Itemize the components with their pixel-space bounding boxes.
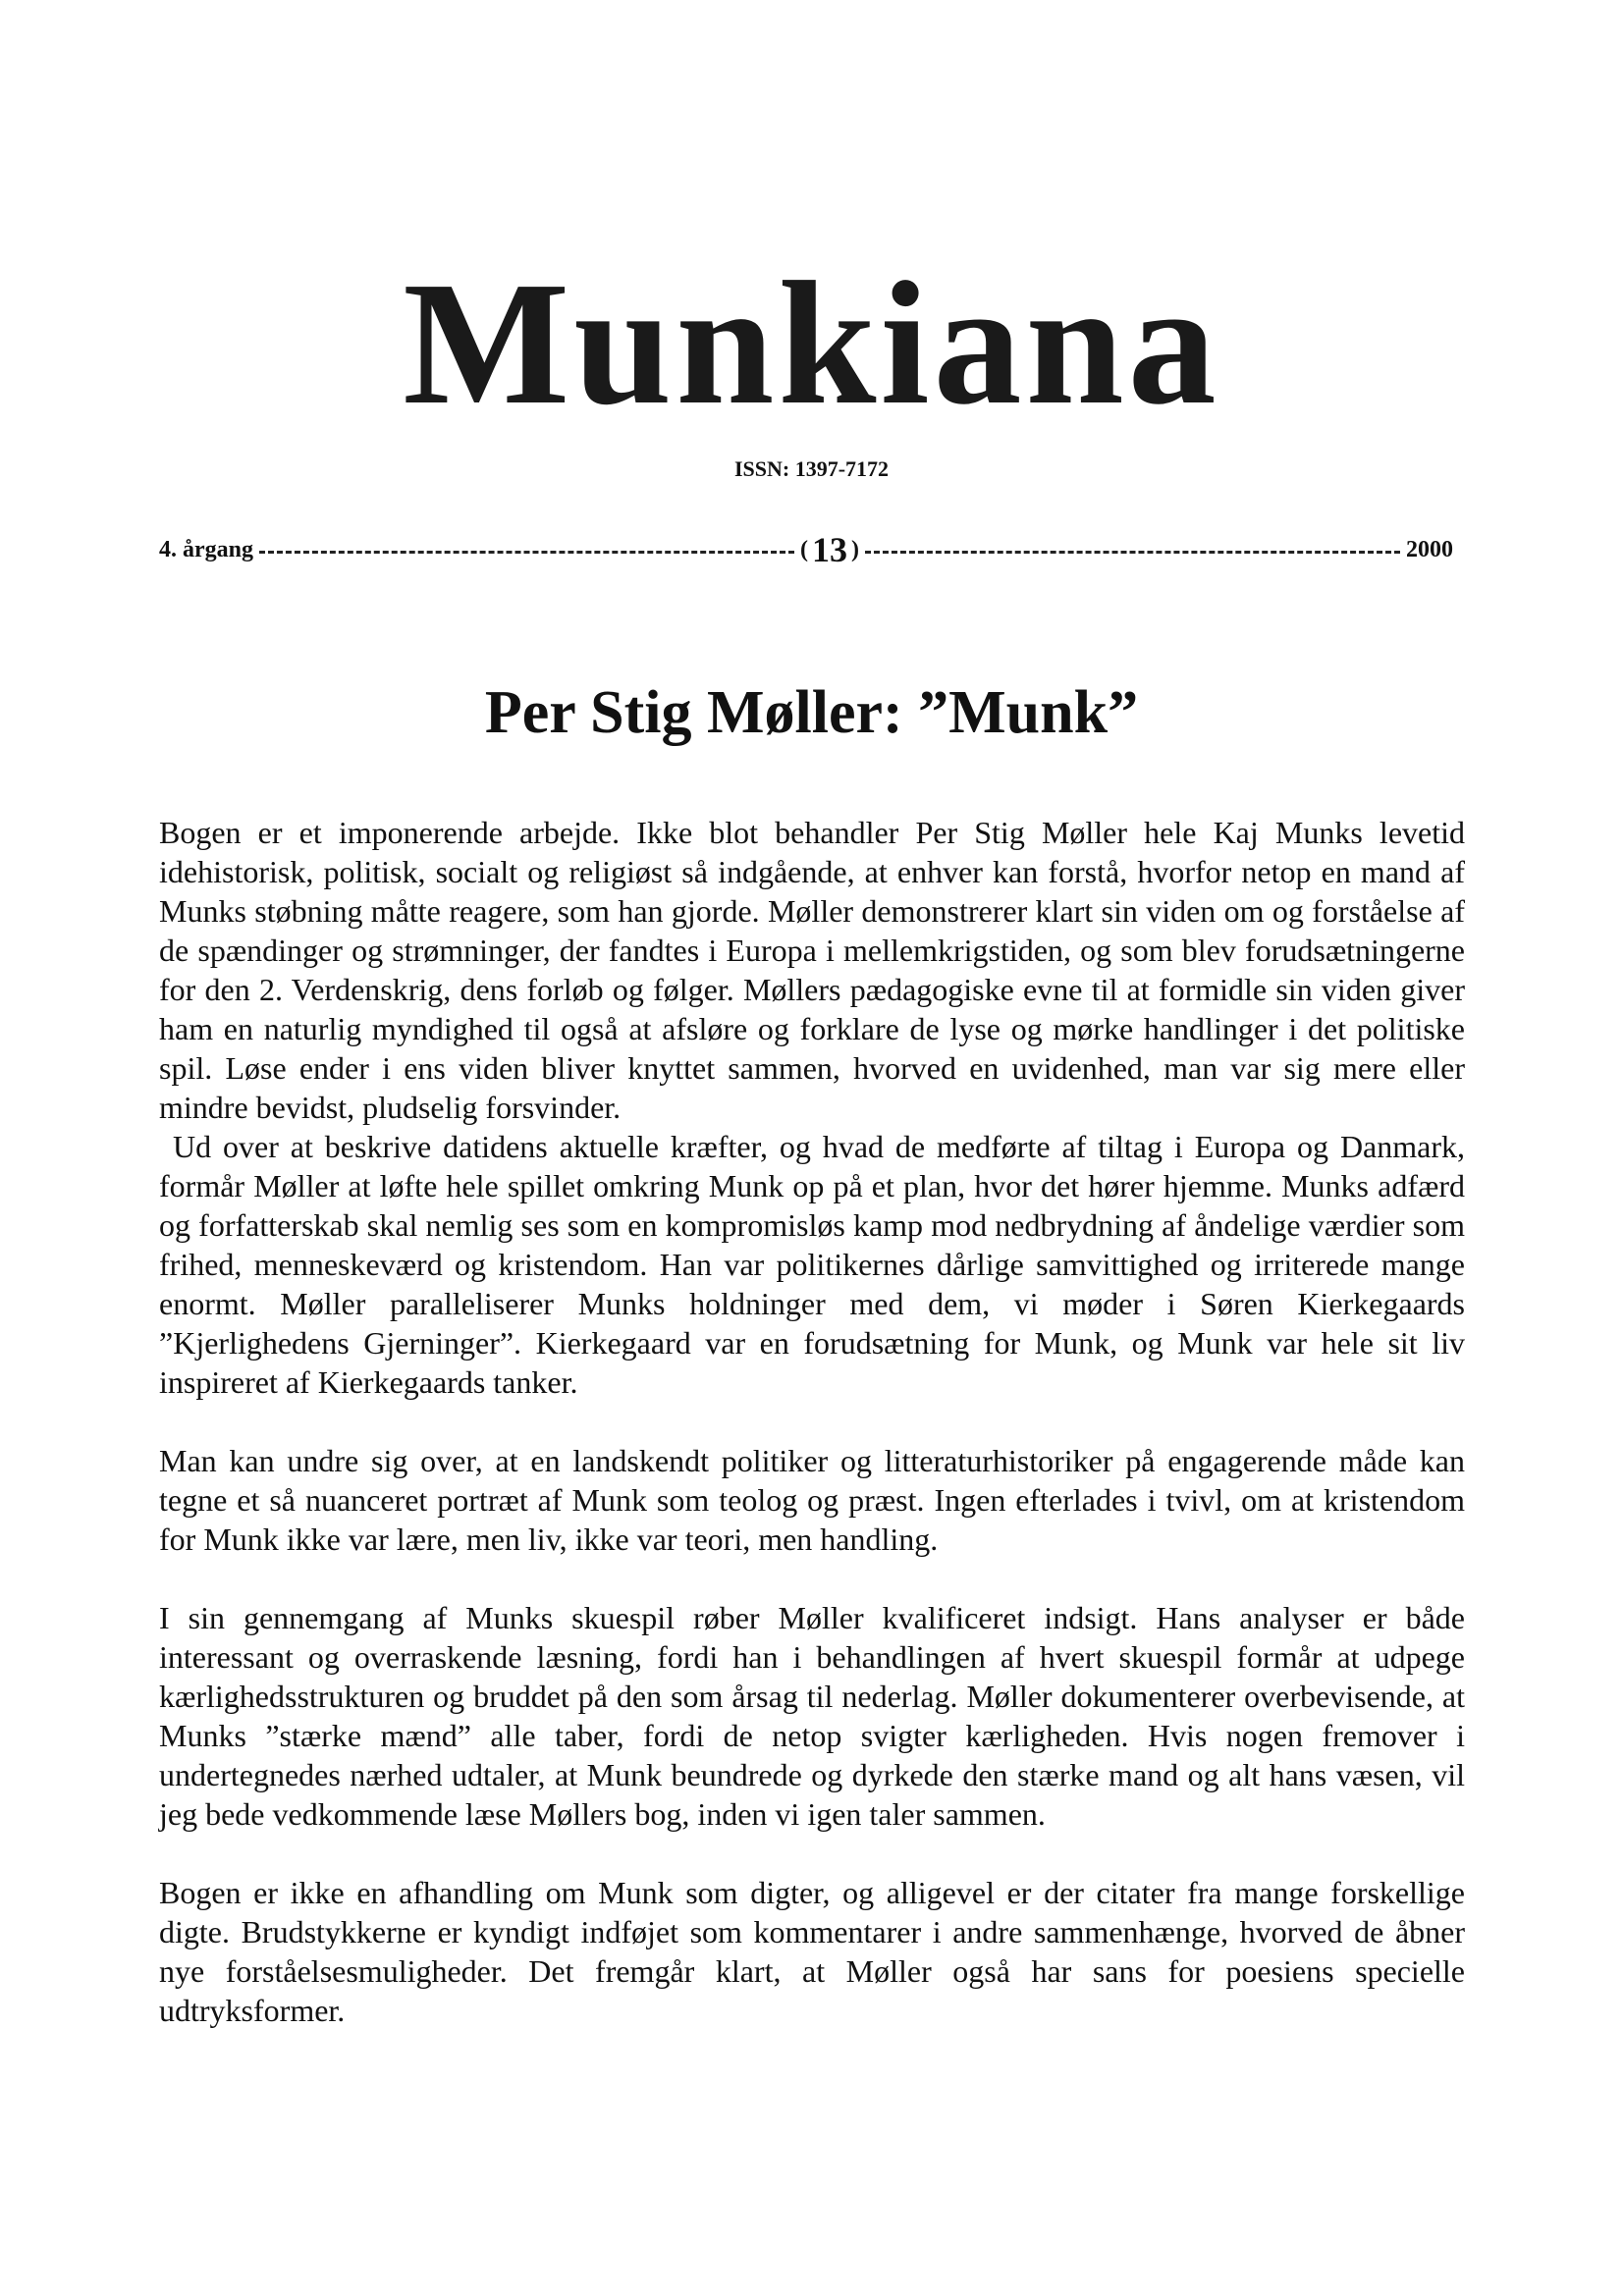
issue-number: 13 <box>812 530 847 569</box>
article-body <box>159 813 1465 2030</box>
paragraph: Bogen er et imponerende arbejde. Ikke blot behandler Per Stig Møller hele Kaj Munks levetid idehistorisk, politisk, socialt og religiøst så indgående, at enhver kan forstå, hvorfor netop en mand af Munks støbning måtte reagere, som han gjorde. Møller demonstrerer klart sin viden om og forståelse af de spændinger og strømninger, der fandtes i Europa i mellemkrigstiden, og som blev forudsætningerne for den 2. Verdenskrig, dens forløb og følger. Møllers pædagogiske evne til at formidle sin viden giver ham en naturlig myndighed til også at afsløre og forklare de lyse og mørke handlinger i det politiske spil. Løse ender i ens viden bliver knyttet sammen, hvorved en uvidenhed, man var sig mere eller mindre bevidst, pludselig forsvinder. <box>159 815 1465 1125</box>
issue-number-open: ( <box>800 536 808 562</box>
issn-label: ISSN: 1397-7172 <box>733 456 890 481</box>
paragraph: Bogen er ikke en afhandling om Munk som digter, og alligevel er der citater fra mange forskellige digte. Brudstykkerne er kyndigt indføjet som kommentarer i andre sammenhænge, hvorved de åbner nye forståelsesmuligheder. Det fremgår klart, at Møller også har sans for poesiens specielle udtryksformer. <box>159 1875 1465 2028</box>
volume-label: 4. årgang <box>159 536 253 562</box>
issue-line <box>159 525 1453 574</box>
year-label: 2000 <box>1406 536 1453 562</box>
paragraph: Ud over at beskrive datidens aktuelle kræfter, og hvad de medførte af tiltag i Europa og Danmark, formår Møller at løfte hele spillet omkring Munk op på et plan, hvor det hører hjemme. Munks adfærd og forfatterskab skal nemlig ses som en kompromisløs kamp mod nedbrydning af åndelige værdier som frihed, menneskeværd og kristendom. Han var politikernes dårlige samvittighed og irriterede mange enormt. Møller paralleliserer Munks holdninger med dem, vi møder i Søren Kierkegaards ”Kjerlighedens Gjerninger”. Kierkegaard var en forudsætning for Munk, og Munk var hele sit liv inspireret af Kierkegaards tanker. <box>159 1129 1465 1400</box>
dashed-rule-left <box>259 551 794 554</box>
issue-number-close: ) <box>851 536 859 562</box>
paragraph: Man kan undre sig over, at en landskendt politiker og litteraturhistoriker på engagerende måde kan tegne et så nuanceret portræt af Munk som teolog og præst. Ingen efterlades i tvivl, om at kristendom for Munk ikke var lære, men liv, ikke var teori, men handling. <box>159 1443 1465 1557</box>
paragraph: I sin gennemgang af Munks skuespil røber Møller kvalificeret indsigt. Hans analyser er både interessant og overraskende læsning, fordi han i behandlingen af hvert skuespil formår at udpege kærlighedsstrukturen og bruddet på den som årsag til nederlag. Møller dokumenterer overbevisende, at Munks ”stærke mænd” alle taber, fordi de netop svigter kærligheden. Hvis nogen fremover i undertegnedes nærhed udtaler, at Munk beundrede og dyrkede den stærke mand og alt hans væsen, vil jeg bede vedkommende læse Møllers bog, inden vi igen taler sammen. <box>159 1600 1465 1832</box>
masthead-title: Munkiana <box>403 245 1220 441</box>
dashed-rule-right <box>865 551 1400 554</box>
article-title: Per Stig Møller: ”Munk” <box>484 679 1139 746</box>
